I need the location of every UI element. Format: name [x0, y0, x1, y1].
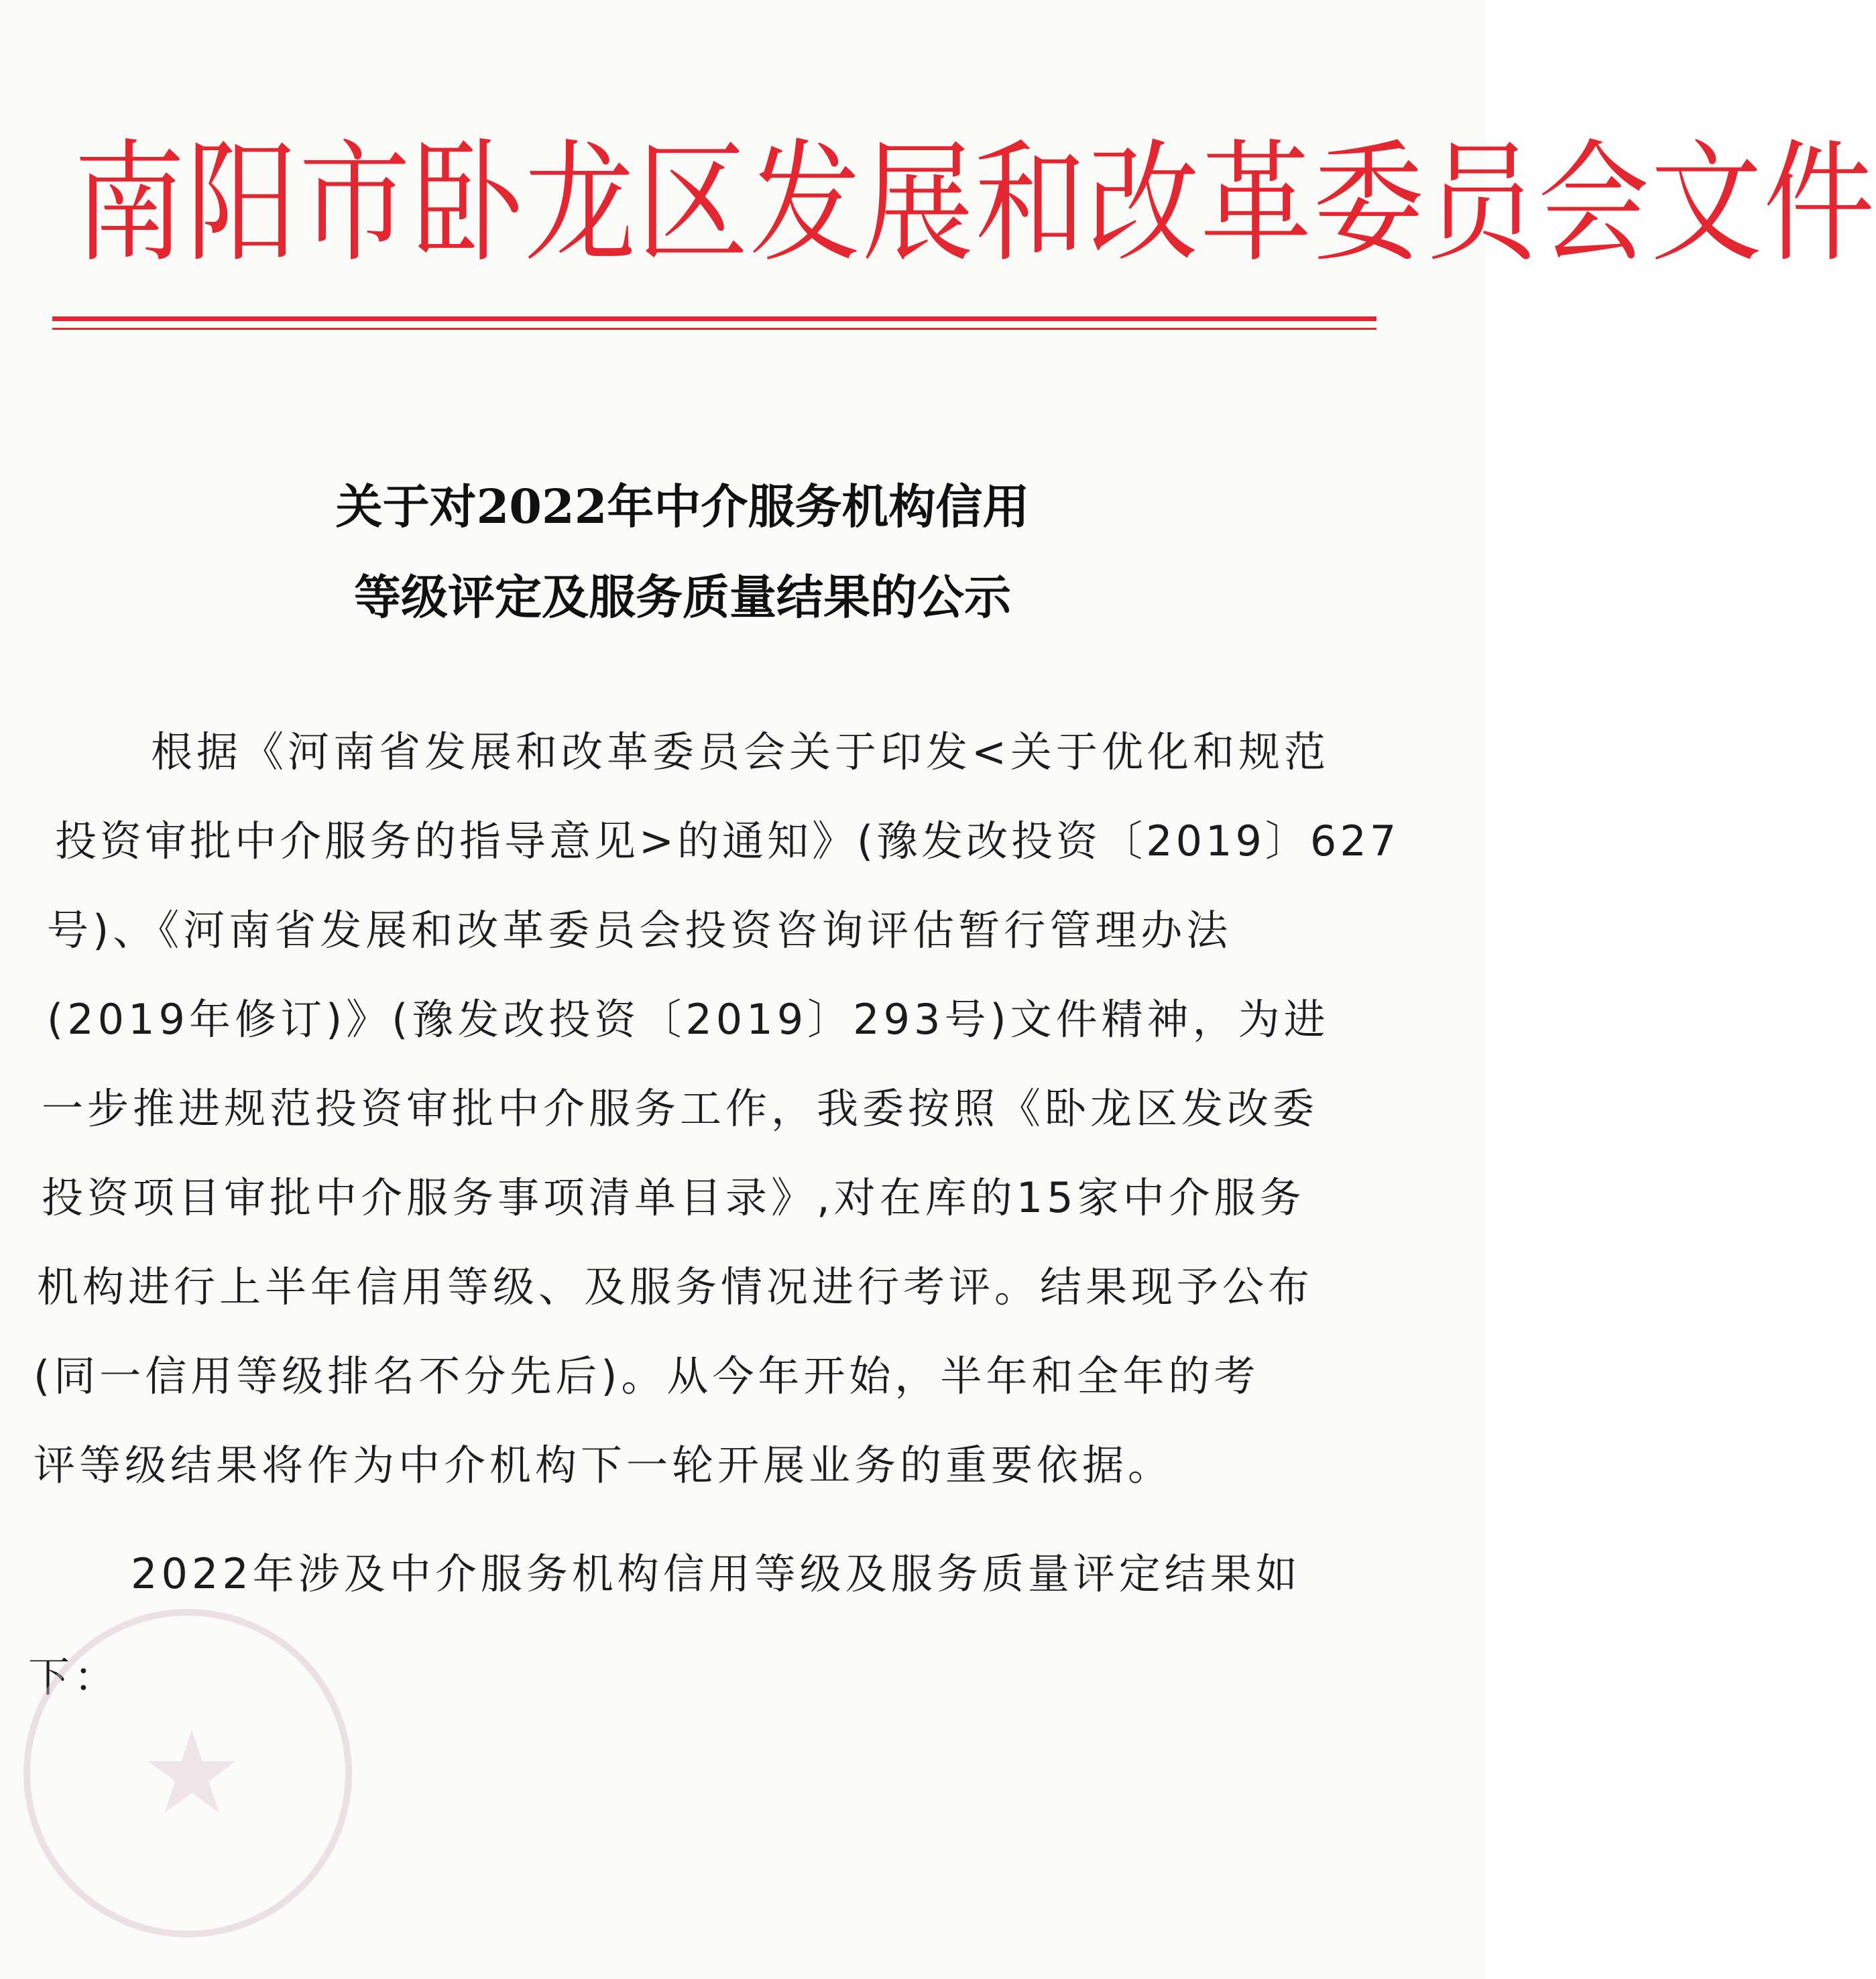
- official-seal-icon: [23, 1609, 352, 1937]
- body-line-4: (2019年修订)》(豫发改投资〔2019〕293号)文件精神，为进: [47, 995, 1330, 1044]
- agency-header-title: 南阳市卧龙区发展和改革委员会文件: [74, 127, 1876, 281]
- seal-star-icon: ★: [141, 1707, 243, 1840]
- body-line-9: 评等级结果将作为中介机构下一轮开展业务的重要依据。: [34, 1441, 1174, 1490]
- body-line-7: 机构进行上半年信用等级、及服务情况进行考评。结果现予公布: [37, 1262, 1314, 1311]
- body-line-1: 根据《河南省发展和改革委员会关于印发<关于优化和规范: [151, 727, 1330, 776]
- document-title-line-2: 等级评定及服务质量结果的公示: [354, 569, 1011, 625]
- body-line-11: 下：: [28, 1653, 120, 1701]
- body-line-2: 投资审批中介服务的指导意见>的通知》(豫发改投资〔2019〕627: [55, 817, 1400, 865]
- body-line-5: 一步推进规范投资审批中介服务工作，我委按照《卧龙区发改委: [42, 1084, 1319, 1133]
- header-red-rule-thick: [52, 316, 1376, 321]
- header-red-rule-thin: [52, 328, 1376, 330]
- body-line-8: (同一信用等级排名不分先后)。从今年开始，半年和全年的考: [34, 1352, 1260, 1400]
- body-line-6: 投资项目审批中介服务事项清单目录》,对在库的15家中介服务: [42, 1173, 1305, 1222]
- body-line-3: 号)、《河南省发展和改革委员会投资咨询评估暂行管理办法: [47, 906, 1232, 955]
- body-line-10: 2022年涉及中介服务机构信用等级及服务质量评定结果如: [131, 1549, 1301, 1598]
- document-title-line-1: 关于对2022年中介服务机构信用: [335, 479, 1030, 534]
